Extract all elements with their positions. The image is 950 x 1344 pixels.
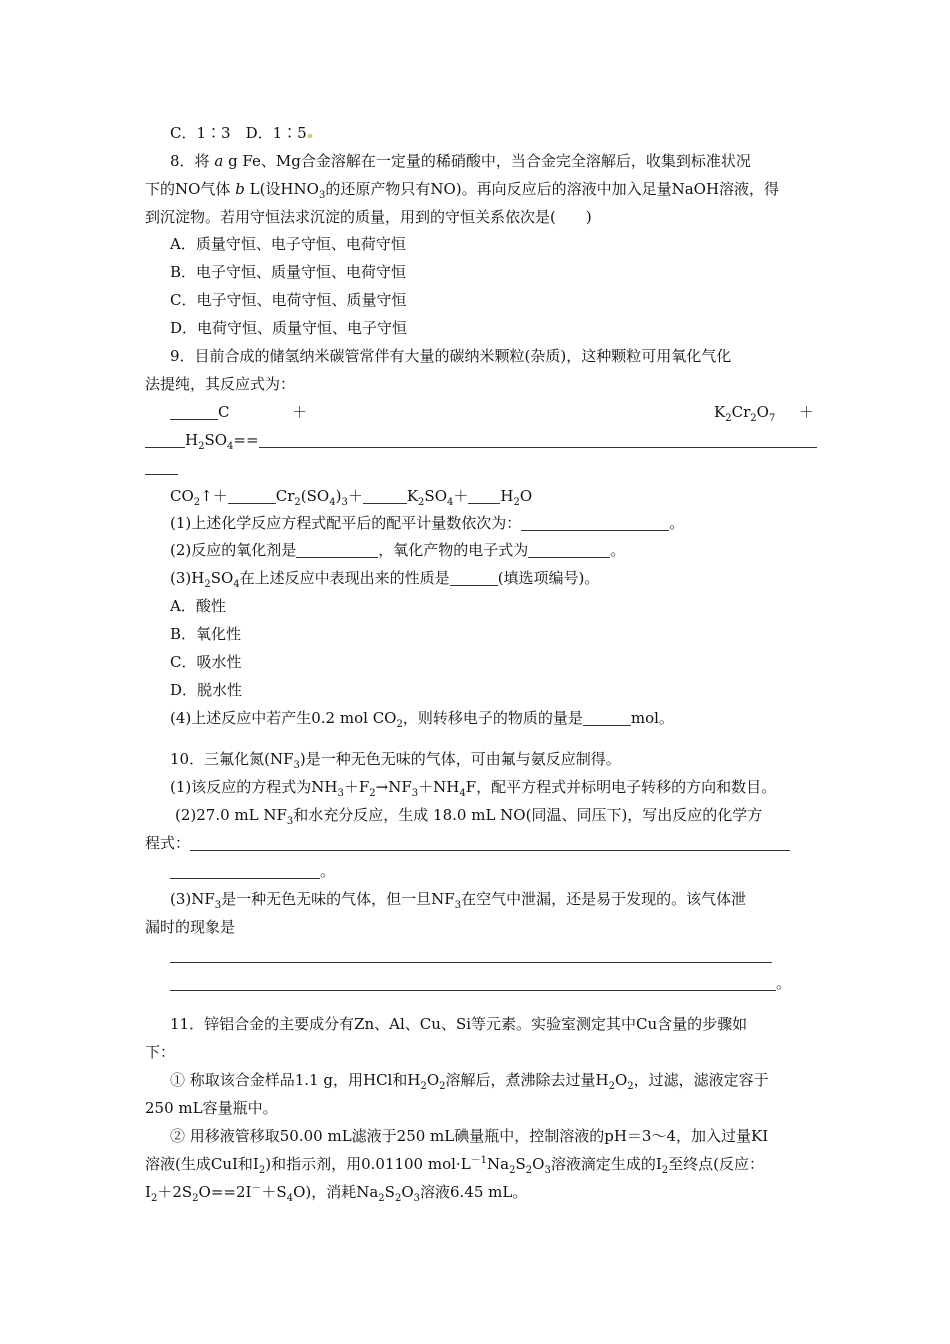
- q9-eq-plus1: [292, 405, 307, 420]
- text-run: O)，消耗Na: [293, 1183, 379, 1201]
- answer-blank[interactable]: [296, 543, 378, 558]
- text-run: ② 用移液管移取50.00 mL滤液于250 mL碘量瓶中，控制溶液的pH＝3～4，加入过量KI: [170, 1127, 769, 1145]
- text-run: －: [251, 1183, 262, 1194]
- text-run: 2: [369, 788, 376, 799]
- text-run: 250 mL容量瓶中。: [145, 1099, 278, 1117]
- q10-sub3-answer2: [170, 976, 791, 991]
- answer-blank[interactable]: [450, 571, 498, 586]
- text-run: SO: [204, 431, 228, 449]
- text-run: 4: [329, 497, 336, 508]
- text-run: SO: [424, 487, 447, 505]
- text-run: CO: [170, 487, 194, 505]
- answer-blank[interactable]: [363, 489, 407, 504]
- q7-options-tail: [170, 126, 312, 141]
- text-run: B．电子守恒、质量守恒、电荷守恒: [170, 263, 407, 281]
- text-run: 漏时的现象是: [145, 918, 236, 936]
- text-run: (2)27.0 mL NF: [175, 806, 287, 824]
- text-run: D．脱水性: [170, 681, 243, 699]
- text-run: 4: [286, 1193, 294, 1204]
- text-run: ＋: [453, 487, 469, 505]
- q11-step2-line3: [145, 1183, 528, 1204]
- q9-option-c: [170, 655, 241, 670]
- q9-eq-k2cr2o7: [714, 403, 776, 424]
- text-run: Na: [487, 1155, 510, 1173]
- q8-option-a: [170, 237, 406, 252]
- text-run: 10．三氟化氮(NF: [170, 750, 294, 768]
- q11-line2: [145, 1045, 175, 1060]
- q9-line2: [145, 377, 295, 392]
- q10-sub2: [175, 806, 763, 827]
- text-run: ): [335, 487, 342, 505]
- q10-sub3: [170, 890, 747, 911]
- text-run: 至终点(反应：: [668, 1155, 764, 1173]
- text-run: H: [500, 487, 514, 505]
- text-run: 。: [610, 541, 626, 559]
- q9-eq-row1: [170, 405, 229, 420]
- text-run: 在空气中泄漏，还是易于发现的。该气体泄: [461, 890, 747, 908]
- answer-blank[interactable]: [170, 405, 218, 420]
- text-run: O: [756, 403, 769, 421]
- text-run: O==2I: [198, 1183, 252, 1201]
- answer-blank[interactable]: [170, 976, 776, 991]
- text-run: (3)H: [170, 569, 205, 587]
- q9-option-d: [170, 683, 242, 698]
- text-run: a: [214, 152, 224, 170]
- text-run: 在上述反应中表现出来的性质是: [239, 569, 450, 587]
- text-run: K: [714, 403, 726, 421]
- q9-sub1: [170, 516, 684, 531]
- text-run: B．氧化性: [170, 625, 242, 643]
- text-run: 2: [204, 579, 211, 590]
- q10-line1: [170, 750, 621, 771]
- text-run: 2: [294, 497, 301, 508]
- text-run: (SO: [300, 487, 330, 505]
- text-run: ↑＋: [200, 487, 228, 505]
- text-run: 下：: [145, 1043, 176, 1061]
- answer-blank[interactable]: [259, 433, 817, 448]
- answer-blank[interactable]: [521, 516, 669, 531]
- text-run: 2: [150, 1193, 158, 1204]
- text-run: 法提纯，其反应式为：: [145, 375, 296, 393]
- q10-sub2-answer: [145, 836, 790, 851]
- text-run: I: [145, 1183, 151, 1201]
- q8-line2: [145, 180, 780, 201]
- text-run: 7: [768, 413, 776, 424]
- text-run: 4: [233, 579, 240, 590]
- text-run: 到沉淀物。若用守恒法求沉淀的质量，用到的守恒关系依次是( ): [145, 208, 592, 226]
- text-run: 11．锌铝合金的主要成分有Zn、Al、Cu、Si等元素。实验室测定其中Cu含量的步骤如: [170, 1015, 748, 1033]
- text-run: ，氧化产物的电子式为: [378, 541, 529, 559]
- text-run: 2: [661, 1165, 669, 1176]
- text-run: 是一种无色无味的气体，但一旦NF: [221, 890, 455, 908]
- text-run: 2: [439, 1081, 446, 1092]
- text-run: 。: [320, 862, 336, 880]
- text-run: 溶解后，煮沸除去过量H: [445, 1071, 609, 1089]
- text-run: 3: [318, 190, 326, 201]
- text-run: 2: [525, 1165, 533, 1176]
- answer-blank[interactable]: [190, 836, 790, 851]
- answer-blank[interactable]: [145, 460, 178, 475]
- text-run: )和指示剂，用0.01100 mol·L: [265, 1155, 471, 1173]
- answer-blank[interactable]: [170, 948, 772, 963]
- q8-option-d: [170, 321, 407, 336]
- text-run: 。: [776, 974, 792, 992]
- text-run: 2: [750, 413, 757, 424]
- text-run: 2: [420, 1081, 427, 1092]
- q11-step1-line2: [145, 1101, 278, 1116]
- text-run: g Fe、Mg合金溶解在一定量的稀硝酸中，当合金完全溶解后，收集到标准状况: [228, 152, 751, 170]
- q10-sub3-answer1: [170, 948, 772, 963]
- text-run: SO: [210, 569, 234, 587]
- text-run: 2: [258, 1165, 266, 1176]
- text-run: O: [519, 487, 533, 505]
- text-run: C．电子守恒、电荷守恒、质量守恒: [170, 291, 407, 309]
- text-run: mol。: [630, 709, 674, 727]
- text-run: O: [401, 1183, 414, 1201]
- text-run: 3: [341, 497, 348, 508]
- text-run: K: [406, 487, 419, 505]
- text-run: 2: [627, 1081, 634, 1092]
- q9-eq-row2: [145, 431, 817, 452]
- text-run: 3: [214, 900, 222, 911]
- text-run: 2: [509, 1165, 516, 1176]
- text-run: Cr: [731, 403, 751, 421]
- text-run: ==: [233, 431, 259, 449]
- text-run: 程式：: [145, 834, 191, 852]
- text-run: C．1∶3 D．1∶5: [170, 124, 307, 142]
- text-run: 4: [447, 497, 454, 508]
- q11-step2: [170, 1129, 768, 1144]
- text-run: (3)NF: [170, 890, 215, 908]
- text-run: 溶液滴定生成的I: [550, 1155, 662, 1173]
- text-run: (1)上述化学反应方程式配平后的配平计量数依次为：: [170, 514, 522, 532]
- scan-mark: [308, 134, 312, 138]
- text-run: A．质量守恒、电子守恒、电荷守恒: [170, 235, 406, 253]
- text-run: 8．将: [170, 152, 210, 170]
- text-run: (2)反应的氧化剂是: [170, 541, 297, 559]
- text-run: C: [218, 403, 230, 421]
- text-run: ① 称取该合金样品1.1 g，用HCl和H: [170, 1071, 421, 1089]
- text-run: 2: [378, 1193, 385, 1204]
- text-run: 2: [725, 413, 732, 424]
- text-run: 3: [544, 1165, 551, 1176]
- text-run: O: [614, 1071, 628, 1089]
- q9-eq-plus2: [799, 405, 814, 420]
- q9-eq-row3: [145, 460, 178, 475]
- q9-line1: [170, 349, 731, 364]
- text-run: ＋F: [343, 778, 370, 796]
- text-run: 9．目前合成的储氢纳米碳管常伴有大量的碳纳米颗粒(杂质)，这种颗粒可用氧化气化: [170, 347, 732, 365]
- q9-sub4: [170, 709, 674, 730]
- text-run: ，则转移电子的物质的量是: [402, 709, 583, 727]
- text-run: A．酸性: [170, 597, 226, 615]
- text-run: H: [185, 431, 199, 449]
- text-run: ＋: [347, 487, 363, 505]
- text-run: Cr: [275, 487, 295, 505]
- text-run: ＋2S: [157, 1183, 193, 1201]
- text-run: 3: [293, 760, 300, 771]
- answer-blank[interactable]: [170, 864, 320, 879]
- q9-sub3: [170, 569, 600, 590]
- text-run: (4)上述反应中若产生0.2 mol CO: [170, 709, 397, 727]
- text-run: D．电荷守恒、质量守恒、电子守恒: [170, 319, 408, 337]
- text-run: S: [384, 1183, 395, 1201]
- text-run: (1)该反应的方程式为NH: [170, 778, 338, 796]
- q9-option-a: [170, 599, 226, 614]
- text-run: ＋S: [261, 1183, 287, 1201]
- text-run: 4: [459, 788, 466, 799]
- text-run: 2: [192, 1193, 199, 1204]
- text-run: 的还原产物只有NO)。再向反应后的溶液中加入足量NaOH溶液，得: [325, 180, 780, 198]
- answer-blank[interactable]: [228, 489, 276, 504]
- text-run: ＋: [799, 403, 815, 421]
- answer-blank[interactable]: [145, 433, 185, 448]
- text-run: )是一种无色无味的气体，可由氟与氨反应制得。: [299, 750, 621, 768]
- q11-step2-line2: [145, 1155, 764, 1176]
- answer-blank[interactable]: [468, 489, 500, 504]
- q11-line1: [170, 1017, 747, 1032]
- text-run: 2: [193, 497, 201, 508]
- answer-blank[interactable]: [583, 711, 631, 726]
- text-run: 3: [413, 1193, 421, 1204]
- text-run: S: [515, 1155, 526, 1173]
- text-run: →NF: [375, 778, 412, 796]
- q8-option-b: [170, 265, 406, 280]
- q8-option-c: [170, 293, 406, 308]
- answer-blank[interactable]: [528, 543, 610, 558]
- text-run: O: [532, 1155, 545, 1173]
- text-run: 和水充分反应，生成 18.0 mL NO(同温、同压下)，写出反应的化学方: [293, 806, 763, 824]
- q9-eq-products: [170, 487, 533, 508]
- text-run: 溶液6.45 mL。: [420, 1183, 528, 1201]
- text-run: C．吸水性: [170, 653, 242, 671]
- text-run: 2: [198, 441, 205, 452]
- text-run: ，过滤，滤液定容于: [633, 1071, 769, 1089]
- q9-option-b: [170, 627, 241, 642]
- text-run: 2: [394, 1193, 402, 1204]
- text-run: ＋NH: [418, 778, 460, 796]
- q8-line1: [170, 154, 751, 169]
- text-run: O: [426, 1071, 440, 1089]
- text-run: 3: [454, 900, 462, 911]
- text-run: ＋: [292, 403, 308, 421]
- text-run: 3: [286, 816, 294, 827]
- text-run: F，配平方程式并标明电子转移的方向和数目。: [465, 778, 777, 796]
- text-run: 3: [411, 788, 419, 799]
- text-run: －1: [470, 1155, 488, 1166]
- q10-sub2-answer2: [170, 864, 335, 879]
- text-run: 。: [669, 514, 685, 532]
- text-run: L(设HNO: [249, 180, 319, 198]
- text-run: 3: [337, 788, 344, 799]
- text-run: b: [235, 180, 245, 198]
- q8-line3: [145, 210, 592, 225]
- text-run: 下的NO气体: [145, 180, 231, 198]
- text-run: 2: [608, 1081, 615, 1092]
- text-run: (填选项编号)。: [497, 569, 600, 587]
- text-run: 溶液(生成CuI和I: [145, 1155, 259, 1173]
- text-run: 2: [418, 497, 425, 508]
- q10-sub1: [170, 778, 777, 799]
- text-run: 2: [513, 497, 520, 508]
- q10-sub3-line2: [145, 920, 235, 935]
- q11-step1: [170, 1071, 769, 1092]
- q9-sub2: [170, 543, 625, 558]
- text-run: 4: [227, 441, 234, 452]
- text-run: 2: [396, 719, 403, 730]
